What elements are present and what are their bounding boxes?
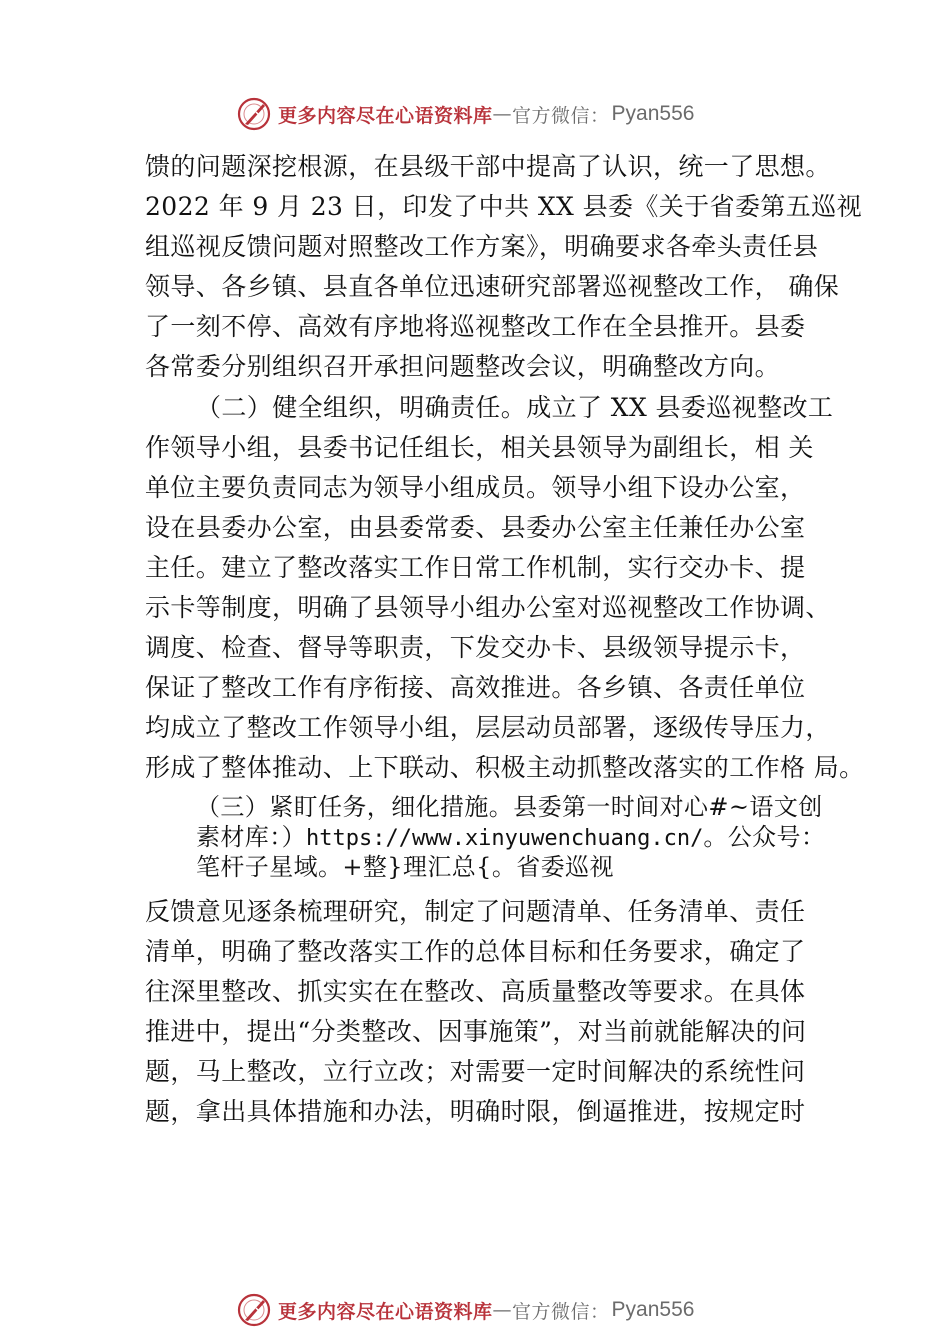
body-text: 。公众号： bbox=[703, 823, 826, 851]
body-line: 均成立了整改工作领导小组，层层动员部署，逐级传导压力， bbox=[145, 713, 831, 742]
body-line: 调度、检查、督导等职责，下发交办卡、县级领导提示卡， bbox=[145, 633, 806, 662]
banner-separator: — bbox=[492, 103, 513, 125]
body-line: 题，拿出具体措施和办法，明确时限，倒逼推进，按规定时 bbox=[145, 1097, 806, 1126]
banner-brand-text: 更多内容尽在心语资料库 bbox=[278, 1300, 493, 1323]
body-line: 推进中，提出“分类整改、因事施策”，对当前就能解决的问 bbox=[145, 1017, 807, 1046]
banner-account: Pyan556 bbox=[611, 102, 695, 125]
body-line-with-link bbox=[196, 822, 825, 854]
body-line: 各常委分别组织召开承担问题整改会议，明确整改方向。 bbox=[145, 352, 781, 381]
banner-brand-text: 更多内容尽在心语资料库 bbox=[278, 104, 493, 127]
quill-pen-seal-icon bbox=[236, 96, 272, 132]
banner-channel-text: 官方微信： bbox=[512, 1300, 610, 1323]
body-line: 示卡等制度，明确了县领导小组办公室对巡视整改工作协调、 bbox=[145, 593, 831, 622]
body-line: 反馈意见逐条梳理研究，制定了问题清单、任务清单、责任 bbox=[145, 897, 806, 926]
body-line: 了一刻不停、高效有序地将巡视整改工作在全县推开。县委 bbox=[145, 312, 806, 341]
footer-banner bbox=[236, 1290, 694, 1330]
body-line: 保证了整改工作有序衔接、高效推进。各乡镇、各责任单位 bbox=[145, 673, 806, 702]
body-line: （二）健全组织，明确责任。成立了 XX 县委巡视整改工 bbox=[196, 393, 834, 422]
body-line: 形成了整体推动、上下联动、积极主动抓整改落实的工作格 局。 bbox=[145, 753, 865, 782]
body-line: （三）紧盯任务，细化措施。县委第一时间对心#~语文创 bbox=[196, 793, 823, 821]
body-line: 题，马上整改，立行立改；对需要一定时间解决的系统性问 bbox=[145, 1057, 806, 1086]
body-line: 组巡视反馈问题对照整改工作方案》，明确要求各牵头责任县 bbox=[145, 232, 819, 261]
body-line: 往深里整改、抓实实在在整改、高质量整改等要求。在具体 bbox=[145, 977, 806, 1006]
body-line: 清单，明确了整改落实工作的总体目标和任务要求，确定了 bbox=[145, 937, 806, 966]
body-line: 主任。建立了整改落实工作日常工作机制，实行交办卡、提 bbox=[145, 553, 806, 582]
header-banner bbox=[236, 94, 694, 134]
banner-channel-text: 官方微信： bbox=[512, 104, 610, 127]
body-line: 作领导小组，县委书记任组长，相关县领导为副组长，相 关 bbox=[145, 433, 814, 462]
banner-account: Pyan556 bbox=[611, 1298, 695, 1321]
quill-pen-seal-icon bbox=[236, 1292, 272, 1328]
banner-separator: — bbox=[492, 1299, 513, 1321]
body-line: 馈的问题深挖根源，在县级干部中提高了认识，统一了思想。 bbox=[145, 152, 831, 181]
body-line: 单位主要负责同志为领导小组成员。领导小组下设办公室， bbox=[145, 473, 806, 502]
body-line: 笔杆子星域。+整}理汇总{。省委巡视 bbox=[196, 853, 614, 881]
body-line: 设在县委办公室，由县委常委、县委办公室主任兼任办公室 bbox=[145, 513, 806, 542]
body-line: 领导、各乡镇、县直各单位迅速研究部署巡视整改工作， 确保 bbox=[145, 272, 840, 301]
website-link[interactable]: https://www.xinyuwenchuang.cn/ bbox=[306, 826, 704, 851]
body-line: 2022 年 9 月 23 日，印发了中共 XX 县委《关于省委第五巡视 bbox=[145, 192, 862, 221]
body-text: 素材库：） bbox=[196, 823, 306, 851]
